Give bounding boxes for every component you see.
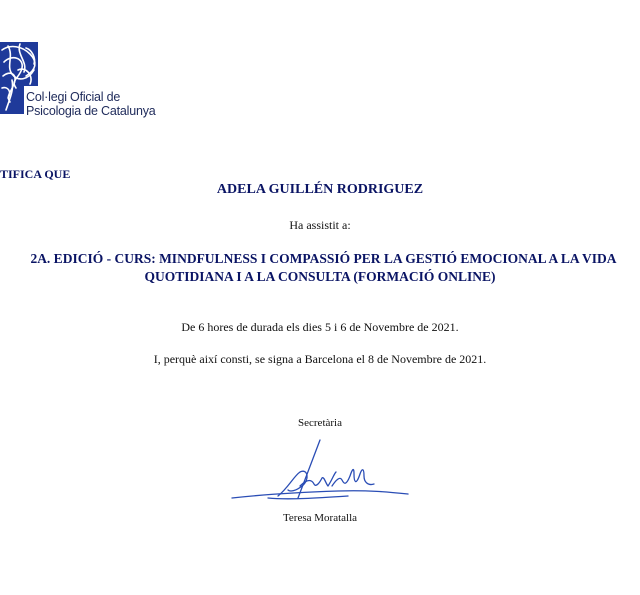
organization-name [26,90,156,118]
duration-text: De 6 hores de durada els dies 5 i 6 de Novembre de 2021. [181,320,459,334]
signatory-role: Secretària [298,417,342,429]
course-title-line2: QUOTIDIANA I A LA CONSULTA (FORMACIÓ ONLINE) [144,269,496,284]
handwritten-signature-icon [228,436,412,506]
signed-statement: I, perquè així consti, se signa a Barcelona el 8 de Novembre de 2021. [153,352,487,366]
organization-name-line1: Col·legi Oficial de [26,90,121,104]
signatory-name: Teresa Moratalla [282,512,358,524]
recipient-name: ADELA GUILLÉN RODRIGUEZ [216,182,424,197]
course-title-line1: 2A. EDICIÓ - CURS: MINDFULNESS I COMPASSIÓ PER LA GESTIÓ EMOCIONAL A LA VIDA [30,251,617,266]
attended-label: Ha assistit a: [289,218,351,232]
certifies-label: TIFICA QUE [0,167,71,181]
organization-name-line2: Psicologia de Catalunya [26,104,156,118]
organization-logo [0,40,160,120]
course-title [0,250,640,286]
